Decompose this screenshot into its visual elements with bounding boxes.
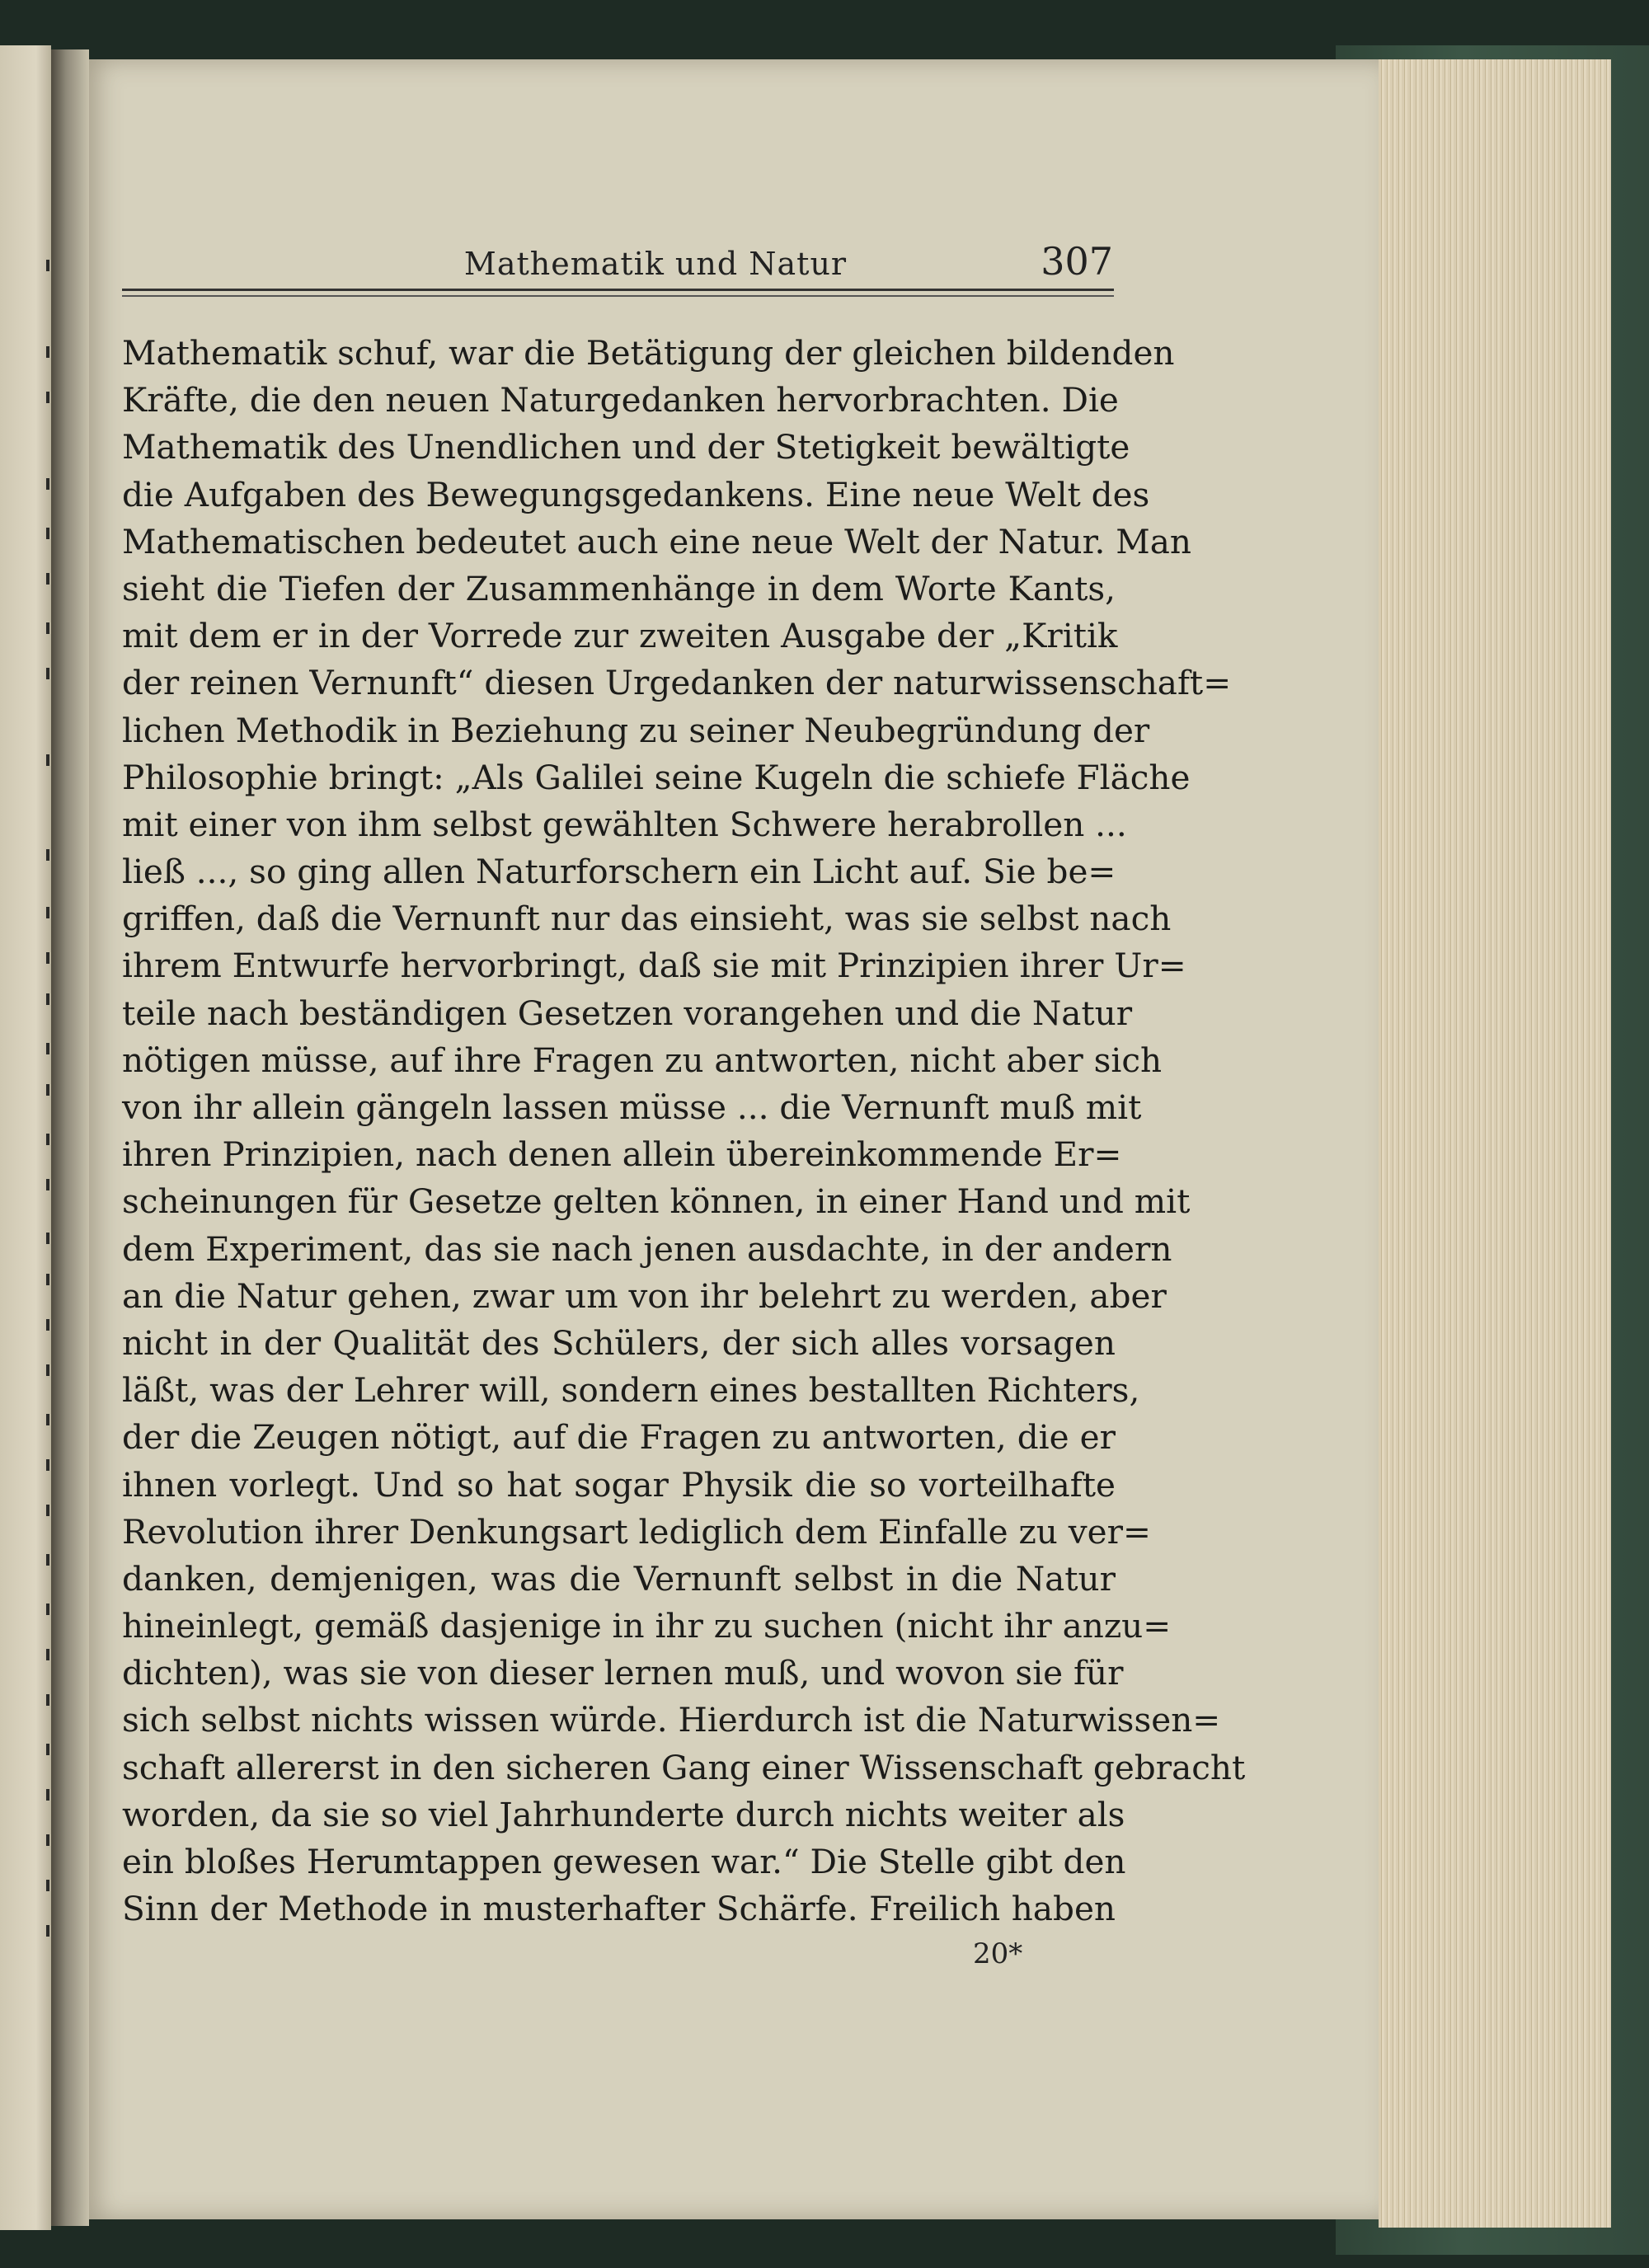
text-line: die Aufgaben des Bewegungsgedankens. Eine neue Welt des: [122, 474, 1150, 514]
text-line: Revolution ihrer Denkungsart lediglich dem Einfalle zu ver=: [122, 1511, 1151, 1552]
signature-mark: 20*: [973, 1937, 1023, 1970]
text-line: ihren Prinzipien, nach denen allein übereinkommende Er=: [122, 1134, 1122, 1175]
text-line: ihnen vorlegt. Und so hat sogar Physik die so vorteilhafte: [122, 1464, 1116, 1505]
text-line: läßt, was der Lehrer will, sondern eines bestallten Richters,: [122, 1370, 1140, 1411]
text-line: nicht in der Qualität des Schülers, der sich alles vorsagen: [122, 1322, 1116, 1363]
text-line: nötigen müsse, auf ihre Fragen zu antworten, nicht aber sich: [122, 1040, 1163, 1080]
page-number: 307: [1041, 239, 1113, 284]
text-line: ein bloßes Herumtappen gewesen war.“ Die Stelle gibt den: [122, 1842, 1126, 1881]
text-line: dichten), was sie von dieser lernen muß, und wovon sie für: [122, 1653, 1124, 1693]
page-block-edges: [1379, 59, 1611, 2228]
text-line: griffen, daß die Vernunft nur das einsieht, was sie selbst nach: [122, 899, 1172, 939]
text-line: an die Natur gehen, zwar um von ihr belehrt zu werden, aber: [122, 1275, 1167, 1316]
header-rule-thin: [122, 295, 1114, 297]
text-line: schaft allererst in den sicheren Gang einer Wissenschaft gebracht: [122, 1747, 1246, 1787]
text-line: teile nach beständigen Gesetzen vorangehen und die Natur: [122, 993, 1133, 1033]
text-line: Kräfte, die den neuen Naturgedanken hervorbrachten. Die: [122, 380, 1119, 420]
text-line: der die Zeugen nötigt, auf die Fragen zu antworten, die er: [122, 1417, 1116, 1458]
running-title: Mathematik und Natur: [463, 246, 848, 282]
text-line: ihrem Entwurfe hervorbringt, daß sie mit Prinzipien ihrer Ur=: [122, 946, 1186, 986]
book-gutter: [51, 49, 89, 2226]
facing-page-line-ends: [0, 45, 51, 2230]
text-line: danken, demjenigen, was die Vernunft selbst in die Natur: [122, 1558, 1116, 1599]
text-line: Mathematischen bedeutet auch eine neue Welt der Natur. Man: [122, 521, 1191, 561]
text-line: scheinungen für Gesetze gelten können, in einer Hand und mit: [122, 1181, 1191, 1222]
text-line: sich selbst nichts wissen würde. Hierdurch ist die Naturwissen=: [122, 1700, 1221, 1740]
text-line: von ihr allein gängeln lassen müsse ... die Vernunft muß mit: [122, 1087, 1142, 1127]
text-line: Sinn der Methode in musterhafter Schärfe. Freilich haben: [122, 1889, 1116, 1929]
text-line: Mathematik des Unendlichen und der Stetigkeit bewältigte: [122, 427, 1130, 467]
text-line: sieht die Tiefen der Zusammenhänge in dem Worte Kants,: [122, 568, 1116, 608]
text-line: mit einer von ihm selbst gewählten Schwere herabrollen ...: [122, 804, 1127, 844]
body-text: [122, 330, 1246, 1932]
text-line: hineinlegt, gemäß dasjenige in ihr zu suchen (nicht ihr anzu=: [122, 1606, 1172, 1646]
header-rule: [122, 289, 1114, 291]
text-line: lichen Methodik in Beziehung zu seiner Neubegründung der: [122, 710, 1150, 750]
facing-page-edge: [0, 45, 51, 2230]
text-line: der reinen Vernunft“ diesen Urgedanken der naturwissenschaft=: [122, 663, 1232, 703]
text-line: ließ ..., so ging allen Naturforschern ein Licht auf. Sie be=: [122, 852, 1116, 892]
text-line: Mathematik schuf, war die Betätigung der gleichen bildenden: [122, 333, 1175, 373]
text-line: worden, da sie so viel Jahrhunderte durch nichts weiter als: [122, 1794, 1125, 1834]
text-line: Philosophie bringt: „Als Galilei seine Kugeln die schiefe Fläche: [122, 757, 1191, 797]
text-line: mit dem er in der Vorrede zur zweiten Ausgabe der „Kritik: [122, 616, 1118, 656]
text-line: dem Experiment, das sie nach jenen ausdachte, in der andern: [122, 1228, 1172, 1269]
